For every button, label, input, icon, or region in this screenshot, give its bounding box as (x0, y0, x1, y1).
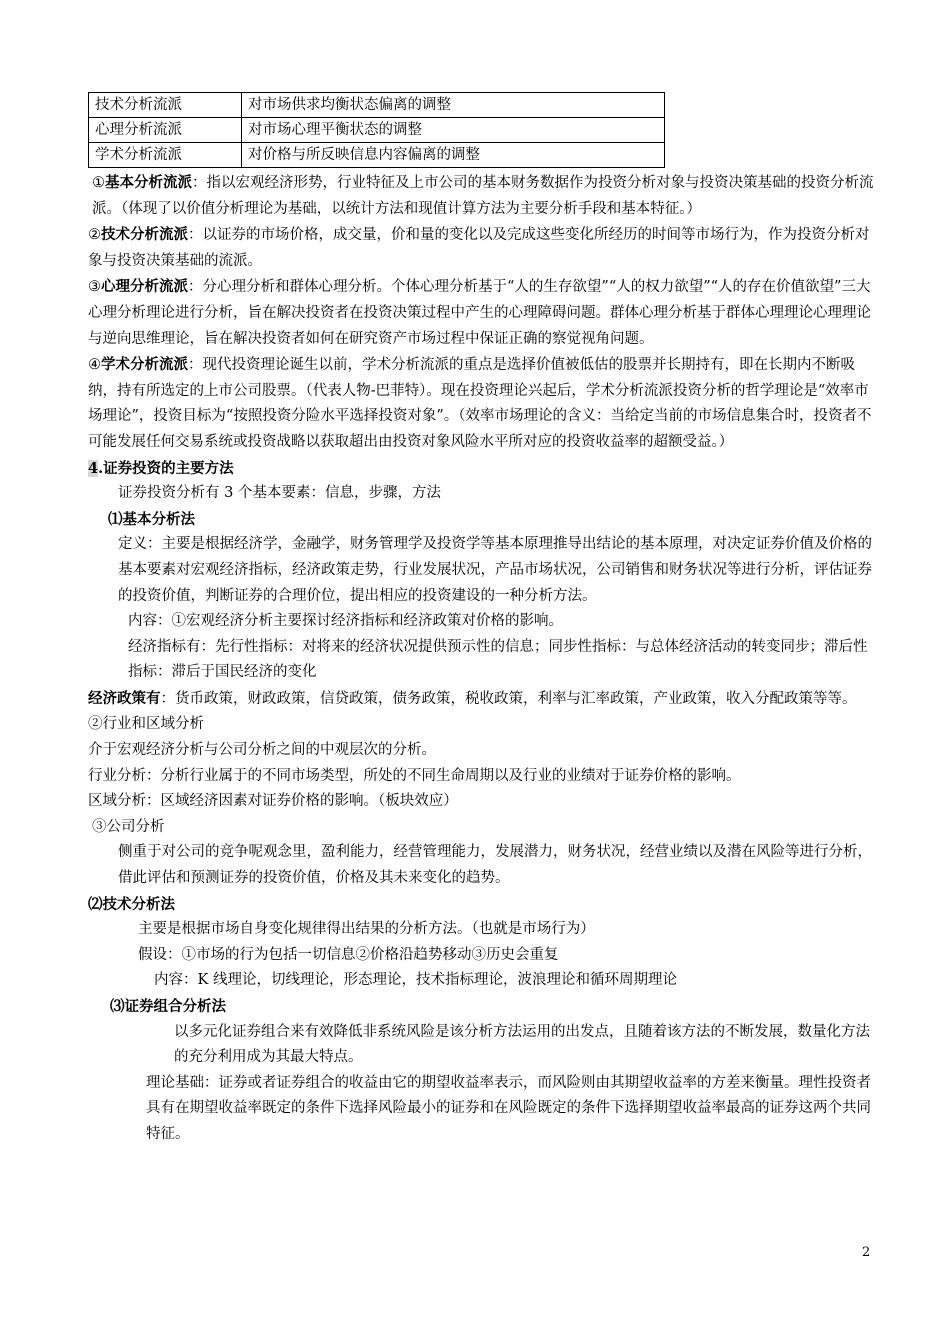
text-line: 介于宏观经济分析与公司分析之间的中观层次的分析。 (88, 742, 436, 759)
table-row (89, 118, 665, 143)
paragraph-text: ：以证券的市场价格，成交量，价和量的变化以及完成这些变化所经历的时间等市场行为，作为投资分析对象与投资决策基础的流派。 (88, 227, 870, 269)
portfolio-block (88, 1020, 878, 1148)
table-cell: 技术分析流派 (89, 93, 242, 118)
paragraph-text: ：货币政策，财政政策，信贷政策，债务政策，税收政策，利率与汇率政策，产业政策，收入分配政策等等。 (160, 690, 857, 707)
indicators-paragraph: 经济指标有：先行性指标：对将来的经济状况提供预示性的信息；同步性指标：与总体经济活动的转变同步；滞后性指标：滞后于国民经济的变化 (128, 638, 868, 681)
term: 基本分析流派 (105, 174, 192, 191)
method-heading-technical (88, 892, 878, 918)
elements-line: 证券投资分析有 3 个基本要素：信息，步骤，方法 (118, 485, 441, 502)
paragraph-psychology-school (88, 274, 878, 352)
section-title: .证券投资的主要方法 (98, 459, 234, 477)
text-line: 行业分析：分析行业属于的不同市场类型，所处的不同生命周期以及行业的业绩对于证券价格的影响。 (88, 767, 741, 784)
content-line: 内容：①宏观经济分析主要探讨经济指标和经济政策对价格的影响。 (128, 613, 563, 630)
paragraph-text: ：指以宏观经济形势，行业特征及上市公司的基本财务数据作为投资分析对象与投资决策基础的投资分析流派。（体现了以价值分析理论为基础，以统计方法和现值计算方法为主要分析手段和基本特征。） (92, 175, 874, 217)
method-number: ⑵ (88, 895, 103, 913)
method-title: 基本分析法 (122, 510, 195, 528)
table-cell: 对价格与所反映信息内容偏离的调整 (242, 143, 665, 168)
definition-paragraph: 定义：主要是根据经济学，金融学，财务管理学及投资学等基本原理推导出结论的基本原理，对决定证券价值及价格的基本要素对宏观经济指标，经济政策走势，行业发展状况，产品市场状况，公司销售和财务状况等进行分析，评估证券的投资价值，判断证券的合理价位，提出相应的投资建设的一种分析方法。 (118, 536, 872, 604)
page-number: 2 (862, 1245, 871, 1260)
table-row (89, 93, 665, 118)
text-line: 主要是根据市场自身变化规律得出结果的分析方法。（也就是市场行为） (138, 921, 595, 938)
subsection-heading: ③公司分析 (92, 818, 165, 835)
table-cell: 学术分析流派 (89, 143, 242, 168)
section-heading (88, 456, 878, 482)
analysis-schools-table (88, 92, 665, 168)
section-number: 4 (88, 459, 99, 477)
term: 学术分析流派 (101, 356, 188, 374)
term: 心理分析流派 (101, 278, 188, 296)
company-analysis-paragraph: 侧重于对公司的竞争呢观念里，盈利能力，经营管理能力，发展潜力，财务状况，经营业绩以及潜在风险等进行分析，借此评估和预测证券的投资价值，价格及其未来变化的趋势。 (118, 844, 872, 887)
paragraph-academic-school (88, 352, 878, 455)
theory-paragraph: 理论基础：证券或者证券组合的收益由它的期望收益率表示，而风险则由其期望收益率的方差来衡量。理性投资者具有在期望收益率既定的条件下选择风险最小的证券和在风险既定的条件下选择期望收益率最高的证券这两个共同特征。 (146, 1074, 871, 1142)
paragraph-fundamental-school (88, 170, 878, 222)
method-heading-fundamental (88, 507, 878, 533)
table-row (89, 143, 665, 168)
list-marker: ② (88, 227, 101, 244)
list-marker: ① (92, 175, 105, 191)
term: 技术分析流派 (101, 226, 188, 244)
text-line: 内容：K 线理论，切线理论，形态理论，技术指标理论，波浪理论和循环周期理论 (154, 972, 677, 989)
method-heading-portfolio (88, 994, 878, 1020)
policy-paragraph (88, 686, 878, 713)
paragraph-technical-school (88, 222, 878, 274)
term: 经济政策有 (88, 689, 161, 707)
subsection-heading: ②行业和区域分析 (88, 716, 204, 733)
table-cell: 心理分析流派 (89, 118, 242, 143)
paragraph-text: ：分心理分析和群体心理分析。个体心理分析基于“人的生存欲望”“人的权力欲望”“人的存在价值欲望”三大心理分析理论进行分析，旨在解决投资者在投资决策过程中产生的心理障碍问题。群体心理分析基于群体心理理论心理理论与逆向思维理论，旨在解决投资者如何在研究资产市场过程中保证正确的察觉视角问题。 (88, 279, 871, 347)
paragraph-text: ：现代投资理论诞生以前，学术分析流派的重点是选择价值被低估的股票并长期持有，即在长期内不断吸纳，持有所选定的上市公司股票。（代表人物-巴菲特）。现在投资理论兴起后，学术分析流派投资分析的哲学理论是“效率市场理论”，投资目标为“按照投资分险水平选择投资对象”。（效率市场理论的含义：当给定当前的市场信息集合时，投资者不可能发展任何交易系统或投资战略以获取超出由投资对象风险水平所对应的投资收益率的超额受益。） (88, 357, 872, 450)
table-cell: 对市场心理平衡状态的调整 (242, 118, 665, 143)
list-marker: ④ (88, 357, 101, 374)
list-marker: ③ (88, 279, 101, 296)
method-number: ⑶ (110, 998, 125, 1015)
body-text (88, 170, 878, 1148)
method-title: 技术分析法 (102, 895, 175, 913)
method-number: ⑴ (108, 510, 123, 528)
portfolio-paragraph: 以多元化证券组合来有效降低非系统风险是该分析方法运用的出发点，且随着该方法的不断发展，数量化方法的充分利用成为其最大特点。 (174, 1023, 870, 1066)
text-line: 区域分析：区域经济因素对证券价格的影响。（板块效应） (88, 793, 458, 810)
method-title: 证券组合分析法 (124, 998, 226, 1015)
text-line: 假设：①市场的行为包括一切信息②价格沿趋势移动③历史会重复 (138, 946, 559, 963)
table-cell: 对市场供求均衡状态偏离的调整 (242, 93, 665, 118)
